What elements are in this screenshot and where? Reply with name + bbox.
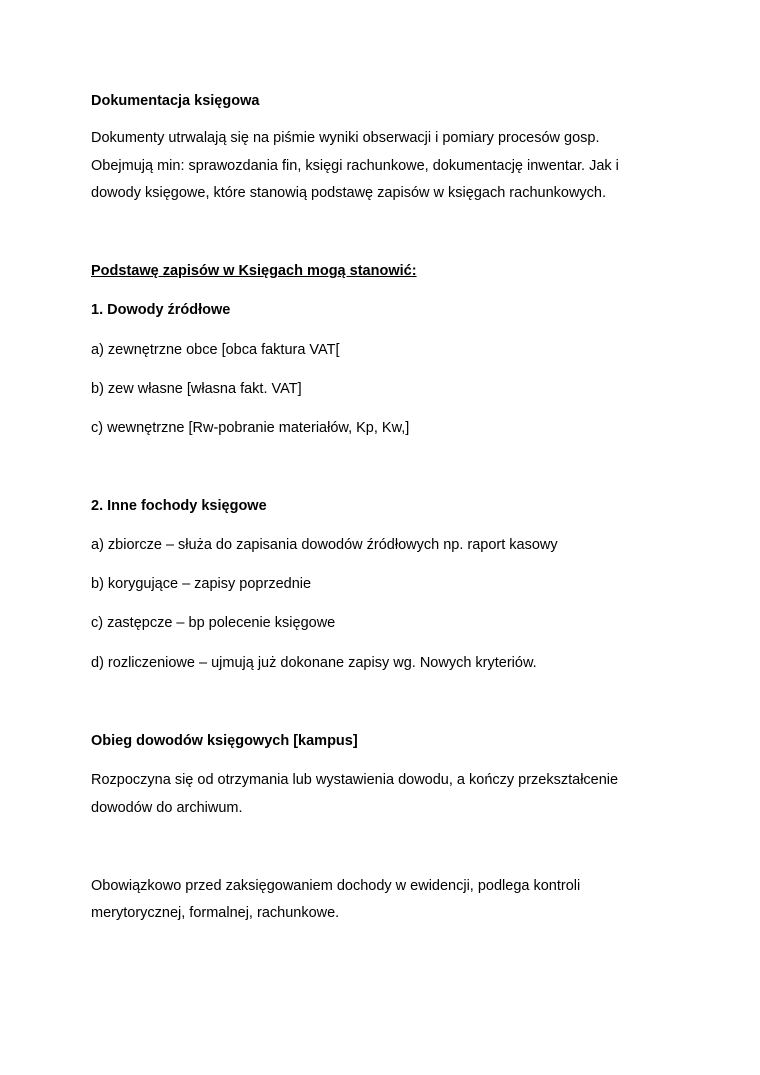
- section1-item: a) zewnętrzne obce [obca faktura VAT[: [91, 342, 340, 358]
- intro-line-1: Dokumenty utrwalają się na piśmie wyniki obserwacji i pomiary procesów gosp.: [91, 130, 600, 146]
- document-title: Dokumentacja księgowa: [91, 93, 260, 109]
- circulation-paragraph2-line-1: Obowiązkowo przed zaksięgowaniem dochody w ewidencji, podlega kontroli: [91, 878, 581, 894]
- section2-item: d) rozliczeniowe – ujmują już dokonane zapisy wg. Nowych kryteriów.: [91, 655, 537, 671]
- circulation-paragraph1-line-2: dowodów do archiwum.: [91, 800, 243, 816]
- section2-item: c) zastępcze – bp polecenie księgowe: [91, 615, 336, 631]
- intro-line-3: dowody księgowe, które stanowią podstawę zapisów w księgach rachunkowych.: [91, 185, 607, 201]
- section2-heading: 2. Inne fochody księgowe: [91, 498, 267, 514]
- circulation-paragraph2-line-2: merytorycznej, formalnej, rachunkowe.: [91, 905, 340, 921]
- section1-item: c) wewnętrzne [Rw-pobranie materiałów, Kp, Kw,]: [91, 420, 410, 436]
- section2-item: a) zbiorcze – służa do zapisania dowodów źródłowych np. raport kasowy: [91, 537, 558, 553]
- section2-item: b) korygujące – zapisy poprzednie: [91, 576, 312, 592]
- basis-heading: Podstawę zapisów w Księgach mogą stanowić:: [91, 263, 417, 279]
- circulation-heading: Obieg dowodów księgowych [kampus]: [91, 733, 358, 749]
- section1-heading: 1. Dowody źródłowe: [91, 302, 231, 318]
- section1-item: b) zew własne [własna fakt. VAT]: [91, 381, 302, 397]
- circulation-paragraph1-line-1: Rozpoczyna się od otrzymania lub wystawienia dowodu, a kończy przekształcenie: [91, 772, 619, 788]
- intro-line-2: Obejmują min: sprawozdania fin, księgi rachunkowe, dokumentację inwentar. Jak i: [91, 158, 619, 174]
